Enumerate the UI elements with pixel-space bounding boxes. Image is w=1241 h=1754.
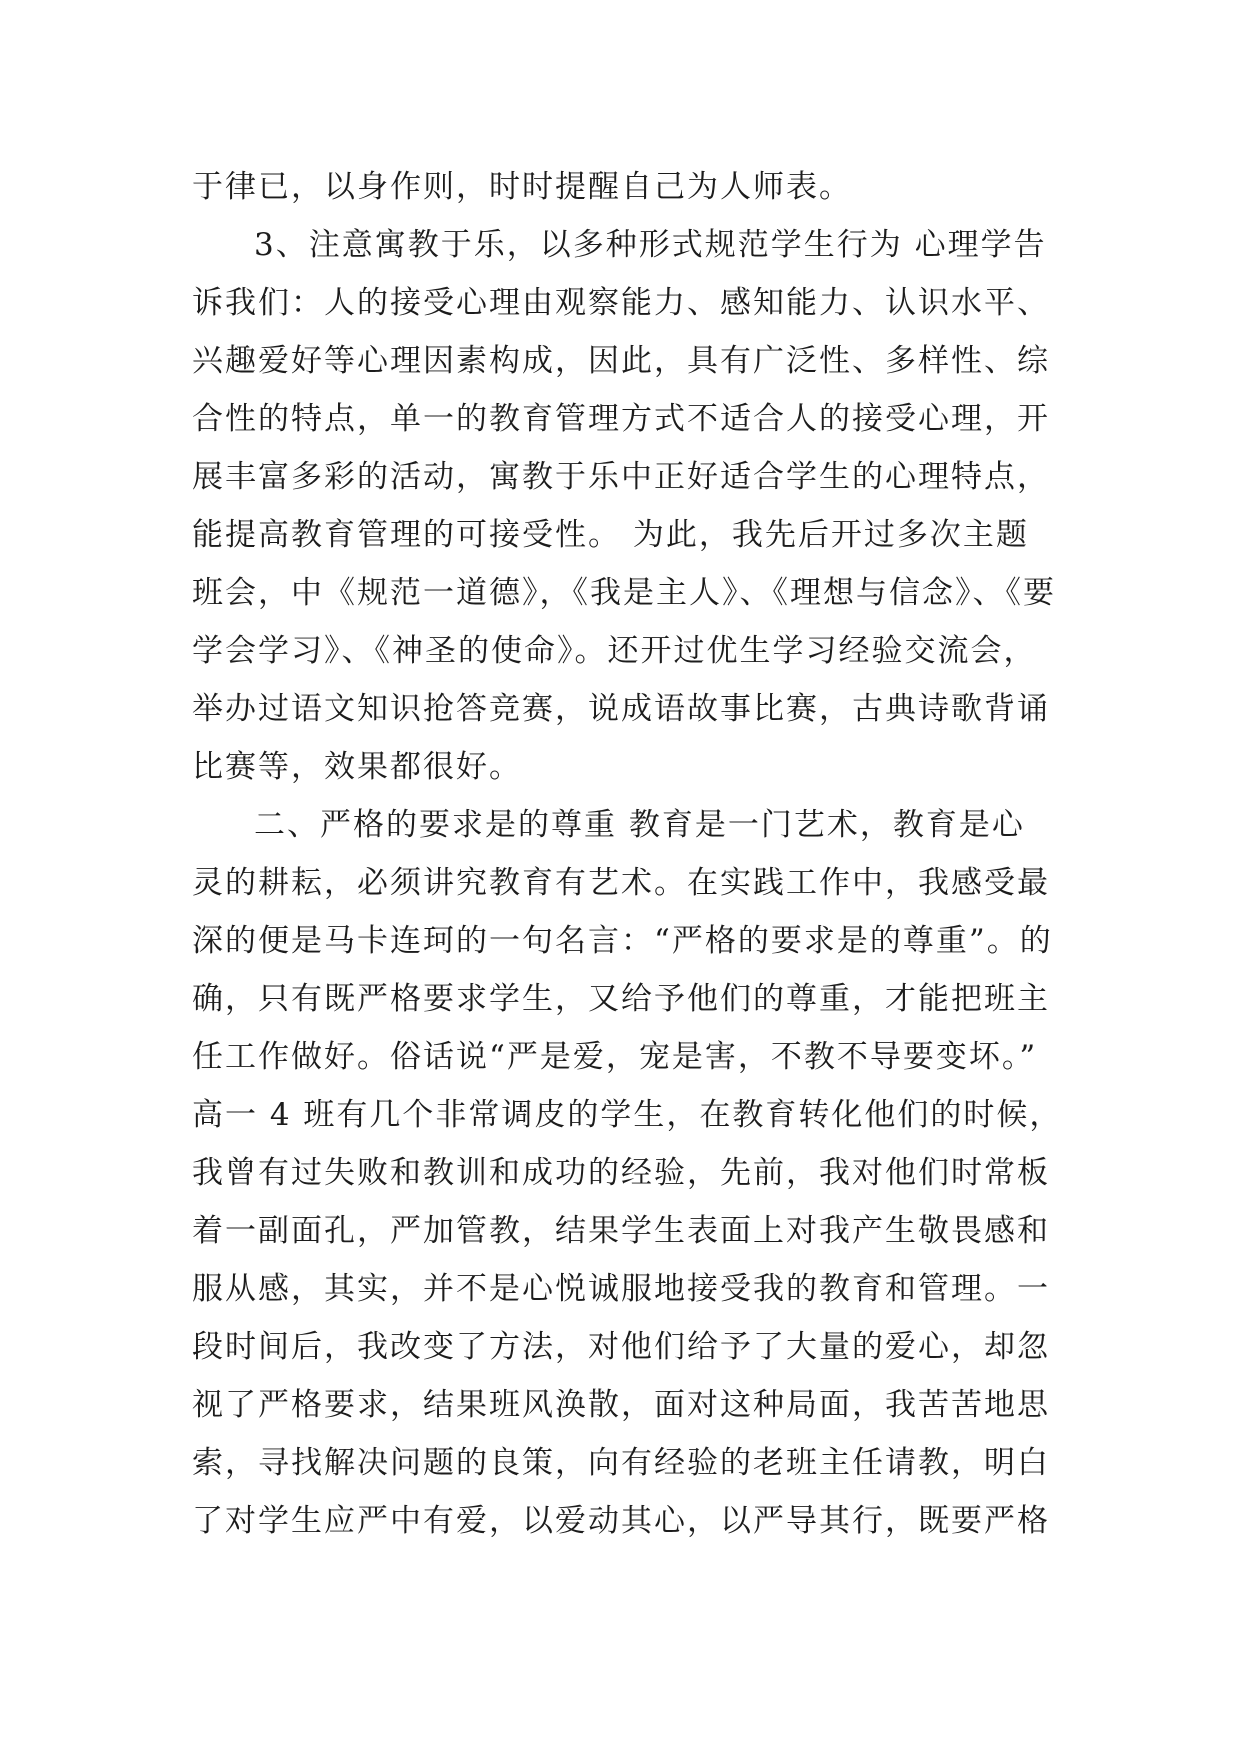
text-line: 我曾有过失败和教训和成功的经验，先前，我对他们时常板 <box>192 1155 1050 1191</box>
text-line: 展丰富多彩的活动，寓教于乐中正好适合学生的心理特点， <box>192 459 1050 495</box>
text-line: 诉我们：人的接受心理由观察能力、感知能力、认识水平、 <box>192 285 1050 321</box>
text-line: 灵的耕耘，必须讲究教育有艺术。在实践工作中，我感受最 <box>192 865 1050 901</box>
text-line: 着一副面孔，严加管教，结果学生表面上对我产生敬畏感和 <box>192 1213 1050 1249</box>
text-line: 索，寻找解决问题的良策，向有经验的老班主任请教，明白 <box>192 1445 1050 1481</box>
text-line: 任工作做好。俗话说“严是爱，宠是害，不教不导要变坏。” <box>192 1039 1038 1075</box>
text-line: 举办过语文知识抢答竞赛，说成语故事比赛，古典诗歌背诵 <box>192 691 1050 727</box>
text-line: 合性的特点，单一的教育管理方式不适合人的接受心理，开 <box>192 401 1050 437</box>
text-line: 学会学习》、《神圣的使命》。还开过优生学习经验交流会， <box>192 633 1037 669</box>
text-line: 比赛等，效果都很好。 <box>192 749 522 785</box>
text-line: 段时间后，我改变了方法，对他们给予了大量的爱心，却忽 <box>192 1329 1050 1365</box>
text-line: 高一 4 班有几个非常调皮的学生，在教育转化他们的时候， <box>192 1097 1063 1133</box>
section-heading-line: 二、严格的要求是的尊重 教育是一门艺术，教育是心 <box>254 807 1025 843</box>
text-line: 确，只有既严格要求学生，又给予他们的尊重，才能把班主 <box>192 981 1050 1017</box>
paragraph-heading-line: 3、注意寓教于乐，以多种形式规范学生行为 心理学告 <box>254 227 1047 263</box>
text-line: 能提高教育管理的可接受性。 为此，我先后开过多次主题 <box>192 517 1029 553</box>
text-line: 服从感，其实，并不是心悦诚服地接受我的教育和管理。一 <box>192 1271 1050 1307</box>
text-line: 兴趣爱好等心理因素构成，因此，具有广泛性、多样性、综 <box>192 343 1050 379</box>
text-line: 班会，中《规范一道德》，《我是主人》、《理想与信念》、《要 <box>192 575 1056 611</box>
text-line: 深的便是马卡连珂的一句名言：“严格的要求是的尊重”。的 <box>192 923 1053 959</box>
body-text <box>192 158 1092 1550</box>
text-line: 于律已，以身作则，时时提醒自己为人师表。 <box>192 169 852 205</box>
text-line: 了对学生应严中有爱，以爱动其心，以严导其行，既要严格 <box>192 1503 1050 1539</box>
text-line: 视了严格要求，结果班风涣散，面对这种局面，我苦苦地思 <box>192 1387 1050 1423</box>
